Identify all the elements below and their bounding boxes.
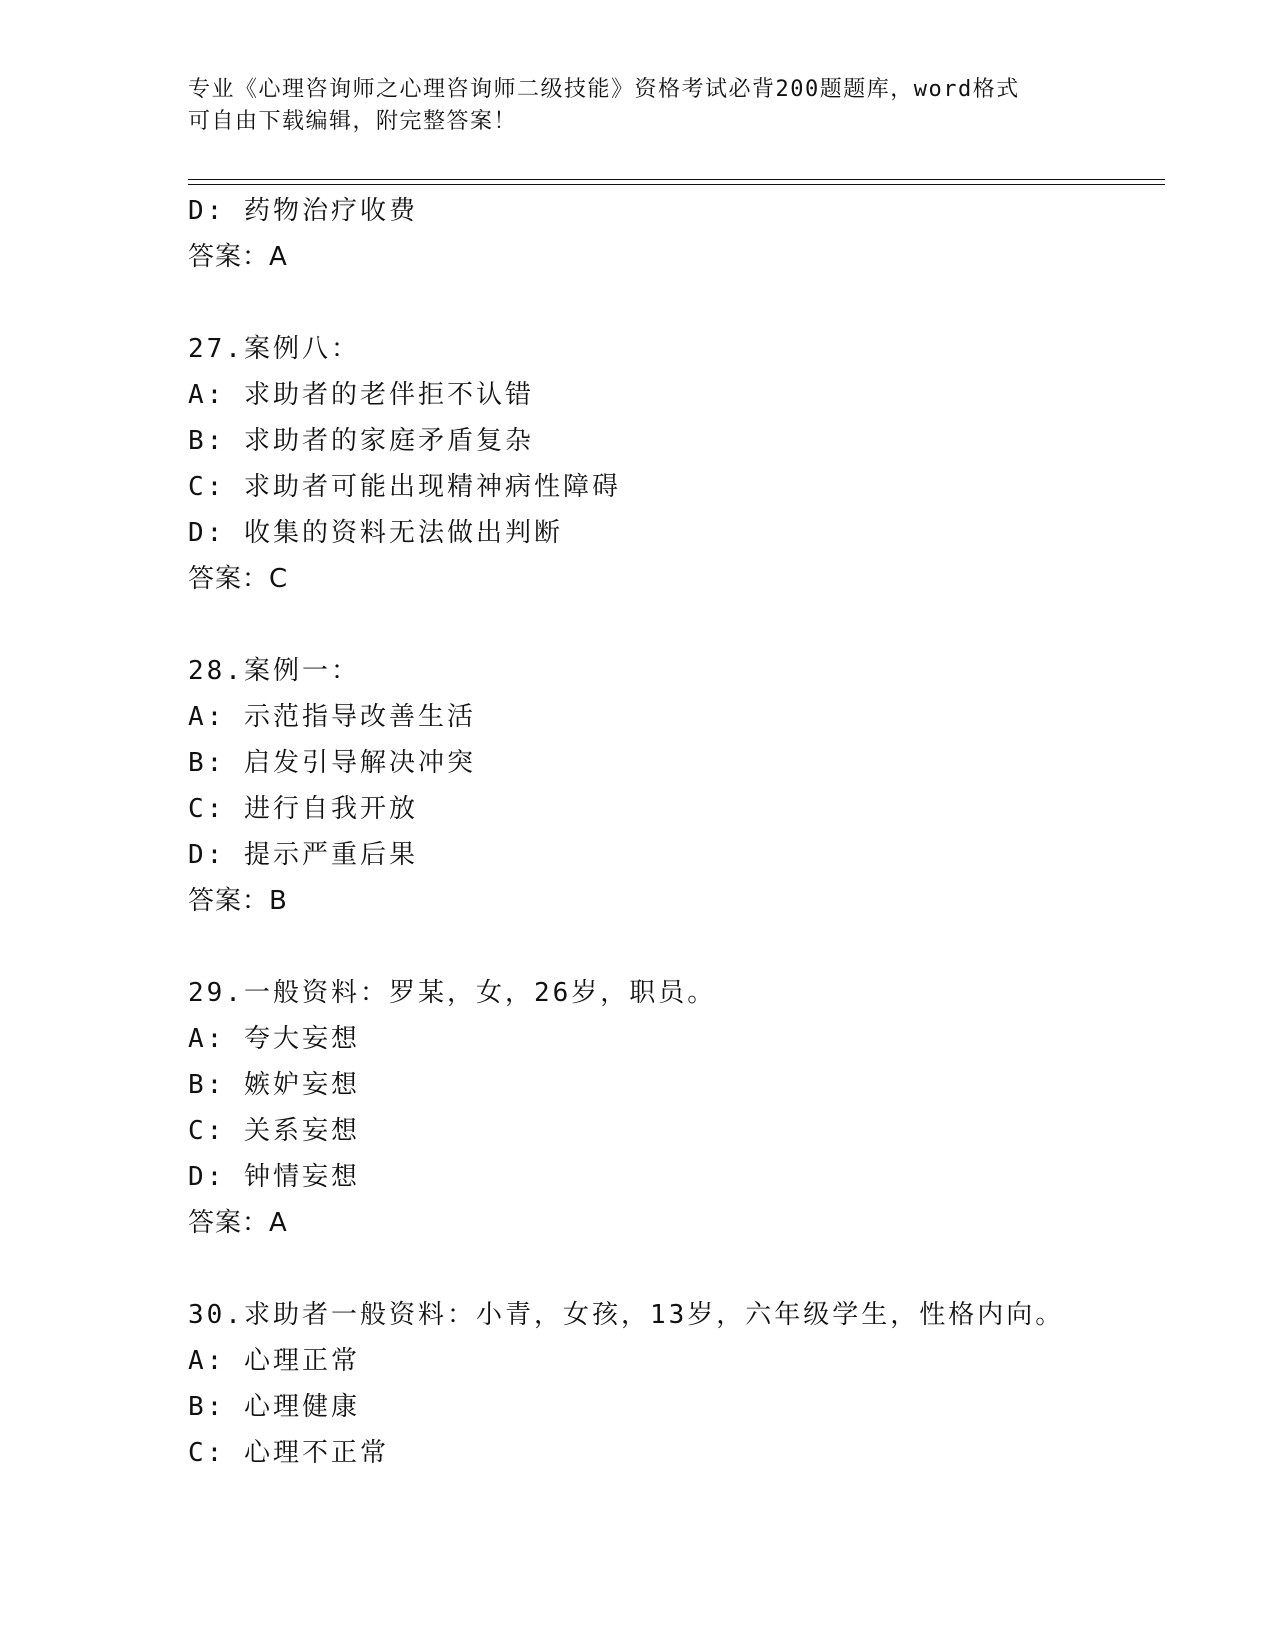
question-30 bbox=[188, 1292, 1148, 1476]
answer-line: 答案：C bbox=[188, 564, 289, 594]
option-d: D: 收集的资料无法做出判断 bbox=[188, 518, 563, 548]
question-28 bbox=[188, 648, 1148, 924]
question-stem: 27.案例八： bbox=[188, 334, 360, 364]
option-b: B: 启发引导解决冲突 bbox=[188, 748, 476, 778]
question-stem: 28.案例一： bbox=[188, 656, 360, 686]
option-a: A: 夸大妄想 bbox=[188, 1024, 360, 1054]
header-divider-bottom bbox=[188, 184, 1165, 185]
question-27 bbox=[188, 326, 1148, 602]
header-title-line-2: 可自由下载编辑，附完整答案！ bbox=[188, 109, 518, 134]
option-c: C: 心理不正常 bbox=[188, 1438, 389, 1468]
option-c: C: 进行自我开放 bbox=[188, 794, 418, 824]
question-list bbox=[188, 188, 1148, 1476]
answer-line: 答案：A bbox=[188, 1208, 288, 1238]
option-b: B: 心理健康 bbox=[188, 1392, 360, 1422]
header-divider-top bbox=[188, 179, 1165, 180]
option-c: C: 关系妄想 bbox=[188, 1116, 360, 1146]
option-a: A: 示范指导改善生活 bbox=[188, 702, 476, 732]
option-d: D: 钟情妄想 bbox=[188, 1162, 360, 1192]
option-a: A: 心理正常 bbox=[188, 1346, 360, 1376]
option-d: D: 提示严重后果 bbox=[188, 840, 418, 870]
option-b: B: 求助者的家庭矛盾复杂 bbox=[188, 426, 534, 456]
question-26-fragment bbox=[188, 188, 1148, 280]
option-d: D: 药物治疗收费 bbox=[188, 196, 418, 226]
question-stem: 29.一般资料：罗某，女，26岁，职员。 bbox=[188, 978, 717, 1008]
document-header bbox=[188, 74, 1068, 138]
answer-line: 答案：B bbox=[188, 886, 288, 916]
option-c: C: 求助者可能出现精神病性障碍 bbox=[188, 472, 621, 502]
header-title-line-1: 专业《心理咨询师之心理咨询师二级技能》资格考试必背200题题库，word格式 bbox=[188, 77, 1020, 102]
answer-line: 答案：A bbox=[188, 242, 288, 272]
option-a: A: 求助者的老伴拒不认错 bbox=[188, 380, 534, 410]
option-b: B: 嫉妒妄想 bbox=[188, 1070, 360, 1100]
question-stem: 30.求助者一般资料：小青，女孩，13岁，六年级学生，性格内向。 bbox=[188, 1300, 1065, 1330]
spacer bbox=[188, 602, 1148, 648]
spacer bbox=[188, 280, 1148, 326]
spacer bbox=[188, 924, 1148, 970]
spacer bbox=[188, 1246, 1148, 1292]
question-29 bbox=[188, 970, 1148, 1246]
